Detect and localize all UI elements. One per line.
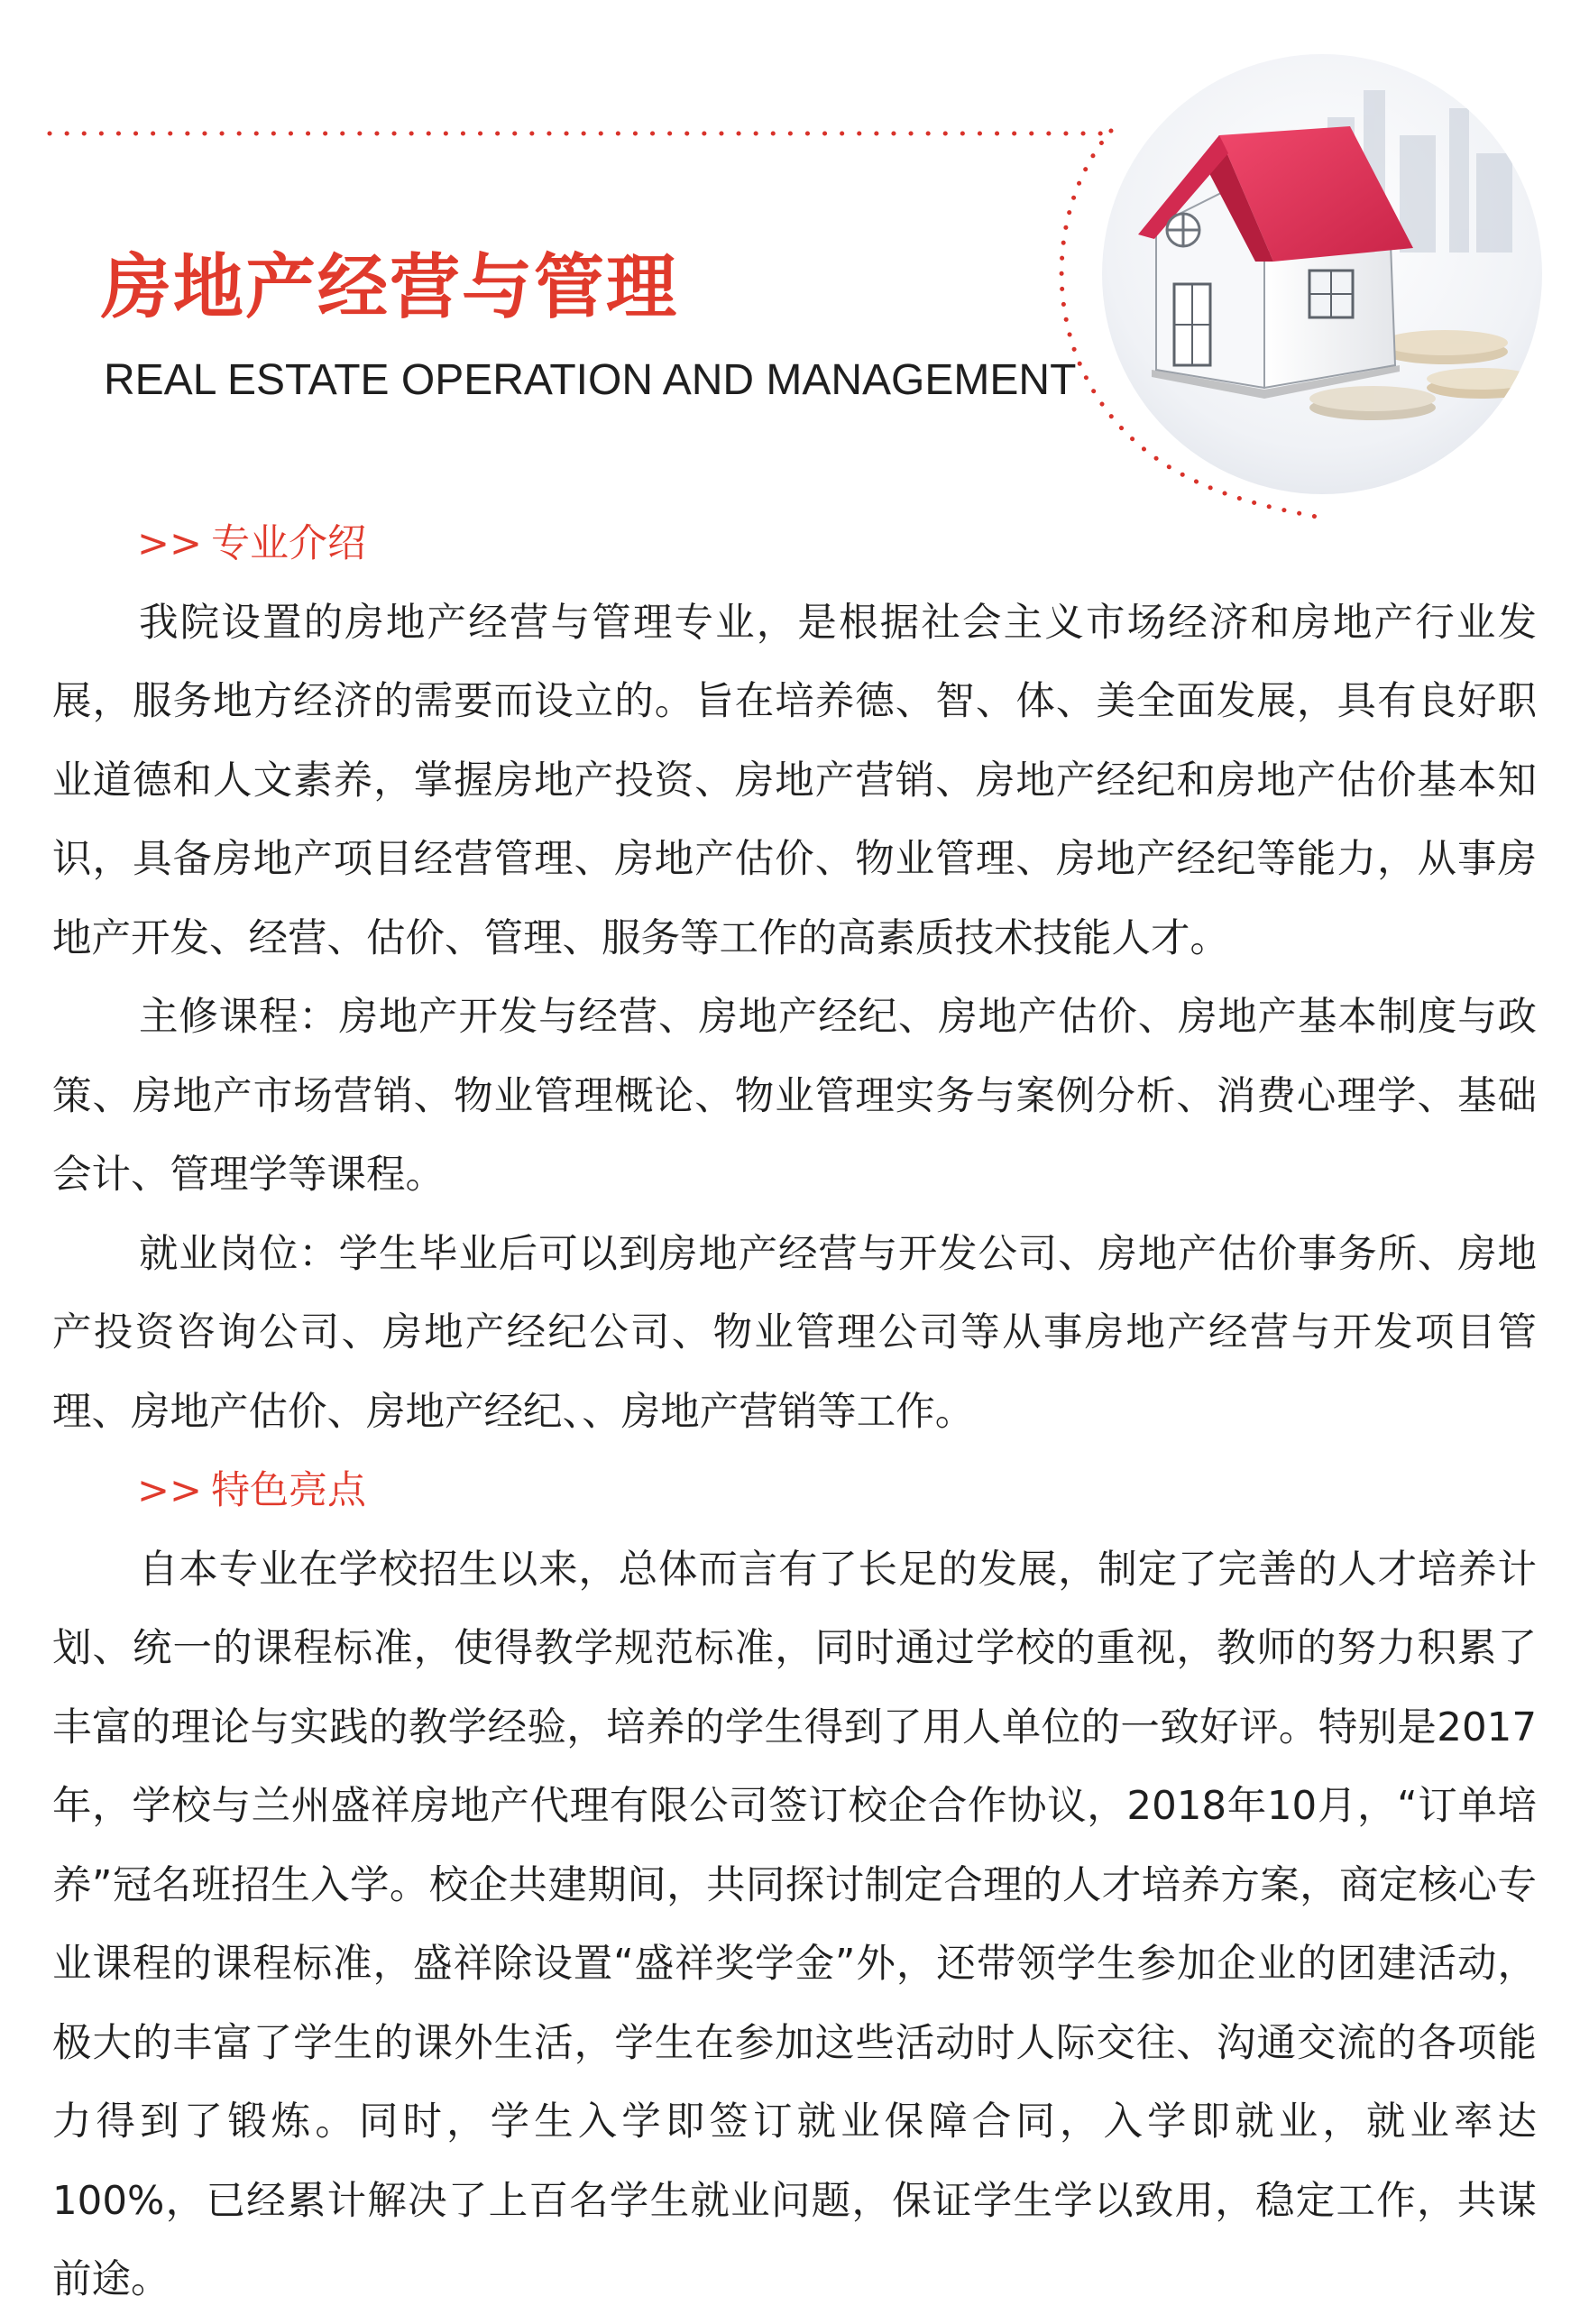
section-heading-intro [52,505,1537,584]
section-heading-highlights [52,1452,1537,1531]
house-photo [1102,54,1542,494]
section-heading-intro-text: 专业介绍 [211,521,367,566]
double-chevron-icon: >> [137,1468,203,1513]
intro-paragraph: 我院设置的房地产经营与管理专业，是根据社会主义市场经济和房地产行业发展，服务地方经济的需要而设立的。旨在培养德、智、体、美全面发展，具有良好职业道德和人文素养，掌握房地产投资、房地产营销、房地产经纪和房地产估价基本知识，具备房地产项目经营管理、房地产估价、物业管理、房地产经纪等能力，从事房地产开发、经营、估价、管理、服务等工作的高素质技术技能人才。 [52,600,1537,961]
page-title: 房地产经营与管理 [101,247,679,328]
highlights-paragraph: 自本专业在学校招生以来，总体而言有了长足的发展，制定了完善的人才培养计划、统一的课程标准，使得教学规范标准，同时通过学校的重视，教师的努力积累了丰富的理论与实践的教学经验，培养的学生得到了用人单位的一致好评。特别是2017年，学校与兰州盛祥房地产代理有限公司签订校企合作协议，2018年10月，“订单培养”冠名班招生入学。校企共建期间，共同探讨制定合理的人才培养方案，商定核心专业课程的课程标准，盛祥除设置“盛祥奖学金”外，还带领学生参加企业的团建活动，极大的丰富了学生的课外生活，学生在参加这些活动时人际交往、沟通交流的各项能力得到了锻炼。同时，学生入学即签订就业保障合同，入学即就业，就业率达 100%，已经累计解决了上百名学生就业问题，保证学生学以致用，稳定工作，共谋前途。 [52,1547,1537,2302]
jobs-paragraph: 就业岗位：学生毕业后可以到房地产经营与开发公司、房地产估价事务所、房地产投资咨询公司、房地产经纪公司、物业管理公司等从事房地产经营与开发项目管理、房地产估价、房地产经纪、、房地产营销等工作。 [52,1231,1537,1435]
double-chevron-icon: >> [137,521,203,566]
courses-paragraph: 主修课程：房地产开发与经营、房地产经纪、房地产估价、房地产基本制度与政策、房地产市场营销、物业管理概论、物业管理实务与案例分析、消费心理学、基础会计、管理学等课程。 [52,995,1537,1198]
main-content [52,505,1537,2320]
page-subtitle-english: REAL ESTATE OPERATION AND MANAGEMENT [104,356,1077,404]
section-heading-highlights-text: 特色亮点 [211,1468,367,1513]
